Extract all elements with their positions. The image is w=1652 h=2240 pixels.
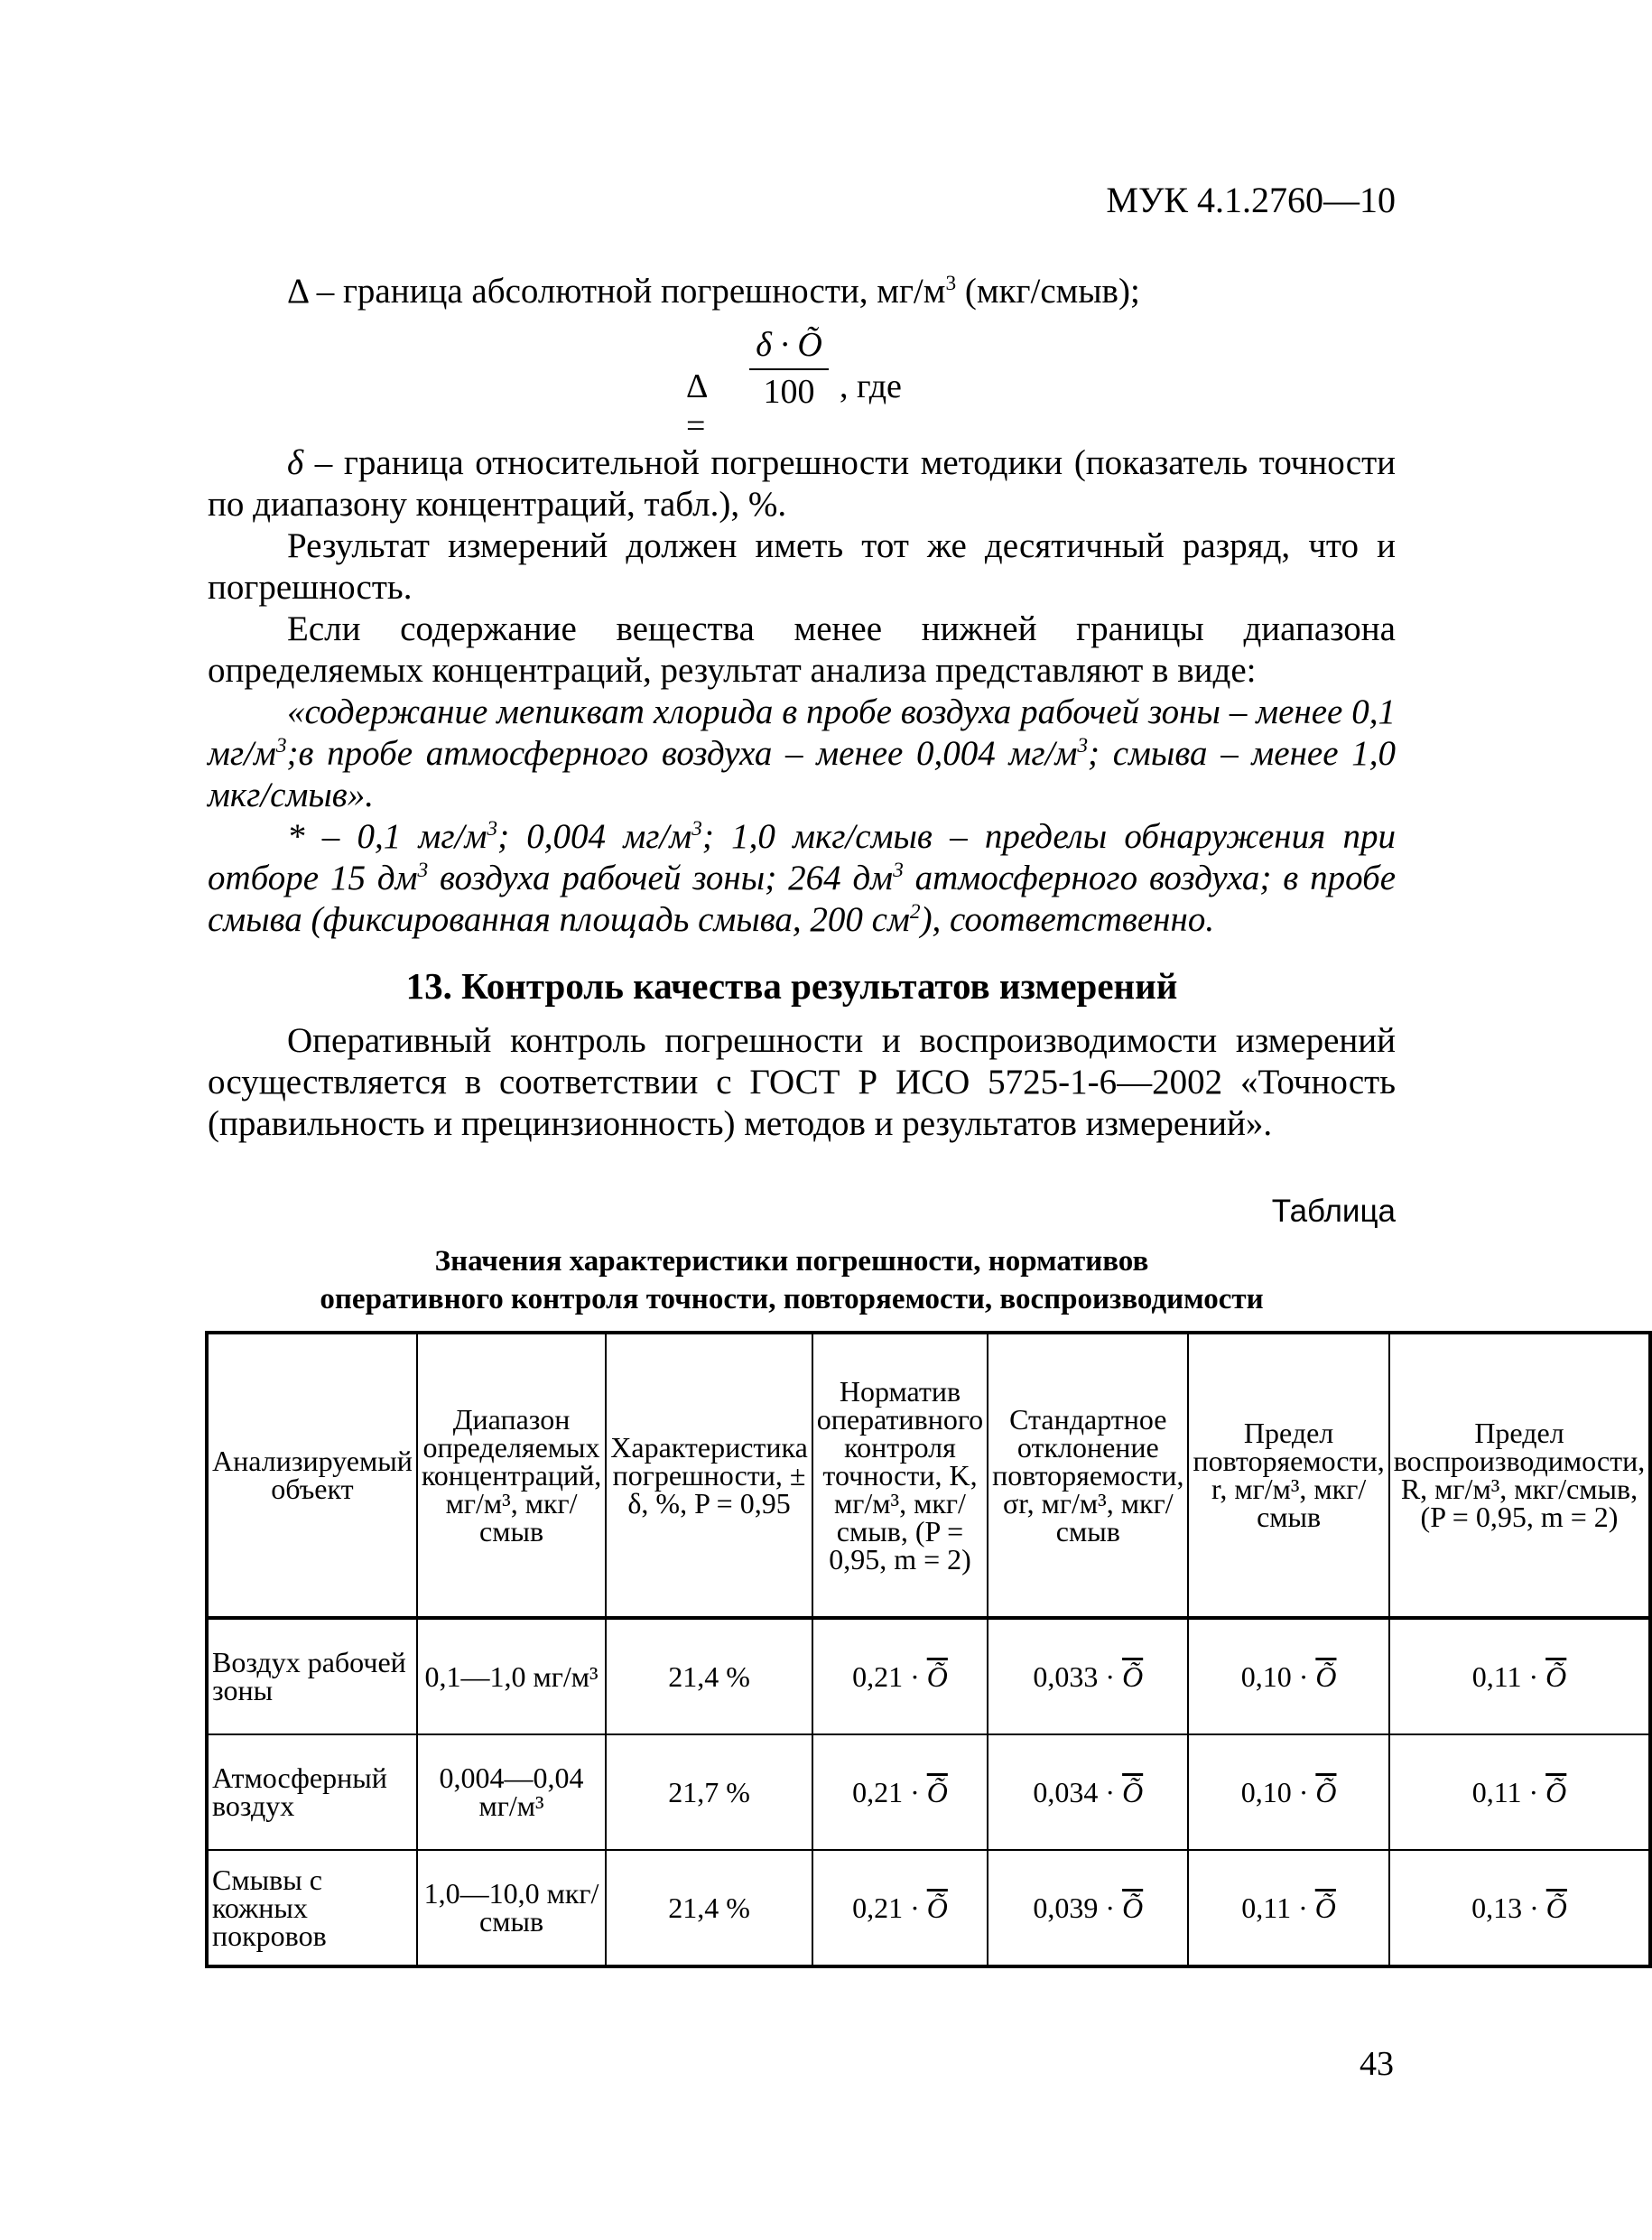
cell-repeatability: $0,10 \cdot \overline{Õ}$ <box>1188 1734 1388 1850</box>
cell-control-norm: $0,21 \cdot \overline{Õ}$ <box>812 1850 988 1966</box>
cell-reproducibility: $0,11 \cdot \overline{Õ}$ <box>1389 1734 1651 1850</box>
formula-denominator: 100 <box>763 373 815 411</box>
paragraph-result-precision: Результат измерений должен иметь тот же десятичный разряд, что и погрешность. <box>208 526 1396 607</box>
cell-error: 21,4 % <box>606 1850 812 1966</box>
body-text-block <box>208 442 1396 941</box>
cell-std-dev: $0,034 \cdot \overline{Õ}$ <box>988 1734 1188 1850</box>
cell-range: 1,0—10,0 мкг/смыв <box>417 1850 606 1966</box>
table-label: Таблица <box>1271 1194 1396 1229</box>
formula-fraction <box>749 325 829 412</box>
header-error: Характеристика погрешности, ± δ, %, P = 0,95 <box>606 1333 812 1618</box>
table-row <box>207 1850 1650 1966</box>
cell-error: 21,4 % <box>606 1618 812 1734</box>
cell-repeatability: $0,11 \cdot \overline{Õ}$ <box>1188 1850 1388 1966</box>
paragraph-below-range: Если содержание вещества менее нижней границы диапазона определяемых концентраций, результат анализа представляют в виде: <box>208 609 1396 690</box>
paragraph-quality-control: Оперативный контроль погрешности и воспроизводимости измерений осуществляется в соответствии с ГОСТ Р ИСО 5725-1-6—2002 «Точность (правильность и прецинзионность) методов и результатов измерений». <box>208 1021 1396 1143</box>
paragraph-quote: «содержание мепикват хлорида в пробе воздуха рабочей зоны – менее 0,1 $мг/м^3;в$ пробе атмосферного воздуха – менее 0,004 $мг/м^3$; смыва – менее 1,0 мкг/смыв». <box>208 692 1396 814</box>
header-repeatability: Предел повторяемости, r, мг/м³, мкг/смыв <box>1188 1333 1388 1618</box>
table-caption-line-1: Значения характеристики погрешности, нормативов <box>434 1245 1149 1278</box>
cell-range: 0,1—1,0 мг/м³ <box>417 1618 606 1734</box>
header-object: Анализируемый объект <box>207 1333 417 1618</box>
paragraph-detection-limits-note: * – 0,1 $мг/м^3$; 0,004 $мг/м^3$; 1,0 мкг/смыв – пределы обнаружения при отборе 15 $дм^3$ воздуха рабочей зоны; 264 $дм^3$ атмосферного воздуха; в пробе смыва (фиксированная площадь смыва, 200 $см^2$), соответственно. <box>208 817 1396 939</box>
page-number: 43 <box>1360 2045 1394 2083</box>
cell-object: Атмосферный воздух <box>207 1734 417 1850</box>
cell-control-norm: $0,21 \cdot \overline{Õ}$ <box>812 1618 988 1734</box>
header-range: Диапазон определяемых концентраций, мг/м³, мкг/смыв <box>417 1333 606 1618</box>
definition-absolute-error: Δ – граница абсолютной погрешности, $мг/м^3$ (мкг/смыв); <box>287 272 1140 311</box>
cell-std-dev: $0,033 \cdot \overline{Õ}$ <box>988 1618 1188 1734</box>
table-row <box>207 1618 1650 1734</box>
definition-relative-error: δ – граница относительной погрешности методики (показатель точности по диапазону концентраций, табл.), %. <box>208 443 1396 524</box>
cell-object: Воздух рабочей зоны <box>207 1618 417 1734</box>
document-code: МУК 4.1.2760—10 <box>1106 180 1396 220</box>
formula-numerator: δ · Õ <box>756 326 822 364</box>
cell-object: Смывы с кожных покровов <box>207 1850 417 1966</box>
section-text-block <box>208 1020 1396 1145</box>
section-title: 13. Контроль качества результатов измерений <box>405 965 1178 1007</box>
formula-rhs: , где <box>840 367 902 405</box>
cell-reproducibility: $0,13 \cdot \overline{Õ}$ <box>1389 1850 1651 1966</box>
cell-reproducibility: $0,11 \cdot \overline{Õ}$ <box>1389 1618 1651 1734</box>
header-control-norm: Норматив оперативного контроля точности, K, мг/м³, мкг/смыв, (P = 0,95, m = 2) <box>812 1333 988 1618</box>
cell-repeatability: $0,10 \cdot \overline{Õ}$ <box>1188 1618 1388 1734</box>
cell-error: 21,7 % <box>606 1734 812 1850</box>
cell-std-dev: $0,039 \cdot \overline{Õ}$ <box>988 1850 1188 1966</box>
header-std-dev: Стандартное отклонение повторяемости, σr, мг/м³, мкг/смыв <box>988 1333 1188 1618</box>
accuracy-table <box>205 1331 1652 1968</box>
cell-range: 0,004—0,04 мг/м³ <box>417 1734 606 1850</box>
table-row <box>207 1734 1650 1850</box>
table-caption-line-2: оперативного контроля точности, повторяемости, воспроизводимости <box>320 1283 1264 1315</box>
cell-control-norm: $0,21 \cdot \overline{Õ}$ <box>812 1734 988 1850</box>
header-reproducibility: Предел воспроизводимости, R, мг/м³, мкг/смыв, (P = 0,95, m = 2) <box>1389 1333 1651 1618</box>
formula-lhs: Δ = <box>686 367 707 445</box>
table-header-row <box>207 1333 1650 1618</box>
table-caption <box>0 1242 1583 1318</box>
